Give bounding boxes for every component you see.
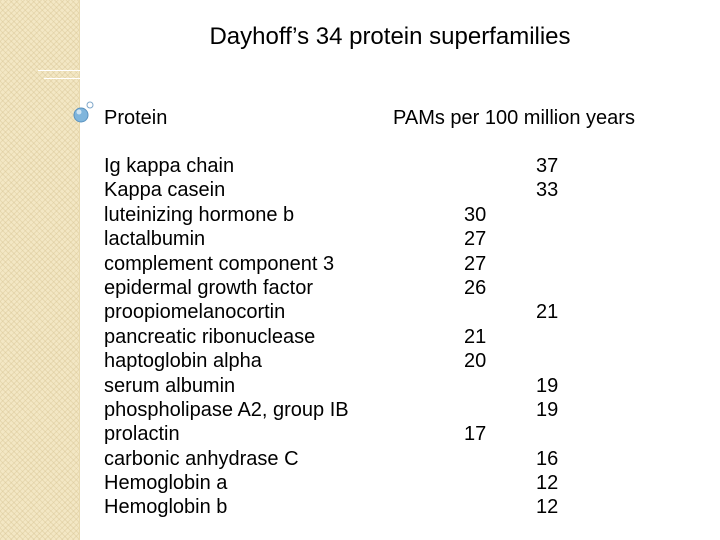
protein-name: proopiomelanocortin [104,301,286,324]
pam-value-column-2: 37 [536,155,559,177]
slide-title: Dayhoff’s 34 protein superfamilies [209,23,571,50]
table-row [104,325,584,349]
table-row [104,447,584,471]
table-row [104,203,584,227]
table-row [104,349,584,373]
decorative-line [38,70,80,71]
pam-value-column-1: 17 [464,423,487,446]
protein-name: pancreatic ribonuclease [104,325,316,348]
pam-value-column-1: 20 [464,350,487,373]
protein-name: Ig kappa chain [104,155,235,177]
pam-value-column-1: 30 [464,203,487,226]
protein-name: complement component 3 [104,252,335,275]
protein-name: epidermal growth factor [104,276,313,299]
table-row [104,495,584,519]
protein-name: Hemoglobin a [104,472,228,495]
table-row [104,374,584,398]
protein-name: Kappa casein [104,179,226,202]
pam-value-column-2: 19 [536,398,559,421]
pam-value-column-2: 33 [536,179,559,202]
table-row [104,252,584,276]
pam-value-column-1: 27 [464,228,487,251]
side-band-border [79,0,80,540]
pam-value-column-1: 21 [464,325,487,348]
table-row [104,227,584,251]
protein-name: carbonic anhydrase C [104,447,299,470]
table-row [104,276,584,300]
pam-value-column-1: 27 [464,252,487,275]
table-row [104,471,584,495]
pam-value-column-2: 19 [536,374,559,397]
decorative-line [44,78,80,79]
pam-value-column-2: 16 [536,447,559,470]
pams-column-header: PAMs per 100 million years [393,107,635,129]
protein-name: Hemoglobin b [104,496,228,519]
protein-name: prolactin [104,423,180,446]
table-row [104,178,584,202]
pam-value-column-1: 26 [464,276,487,299]
protein-name: serum albumin [104,374,236,397]
table-row [104,398,584,422]
pam-value-column-2: 12 [536,472,559,495]
protein-name: haptoglobin alpha [104,350,262,373]
protein-name: lactalbumin [104,228,206,251]
protein-column-header: Protein [104,107,168,129]
circle-bullet-icon [72,100,96,124]
protein-name: luteinizing hormone b [104,203,295,226]
table-row [104,422,584,446]
pam-value-column-2: 12 [536,496,559,519]
table-row [104,300,584,324]
protein-name: phospholipase A2, group IB [104,398,349,421]
decorative-side-band [0,0,79,540]
protein-table [104,154,584,520]
table-row [104,154,584,178]
pam-value-column-2: 21 [536,301,559,324]
